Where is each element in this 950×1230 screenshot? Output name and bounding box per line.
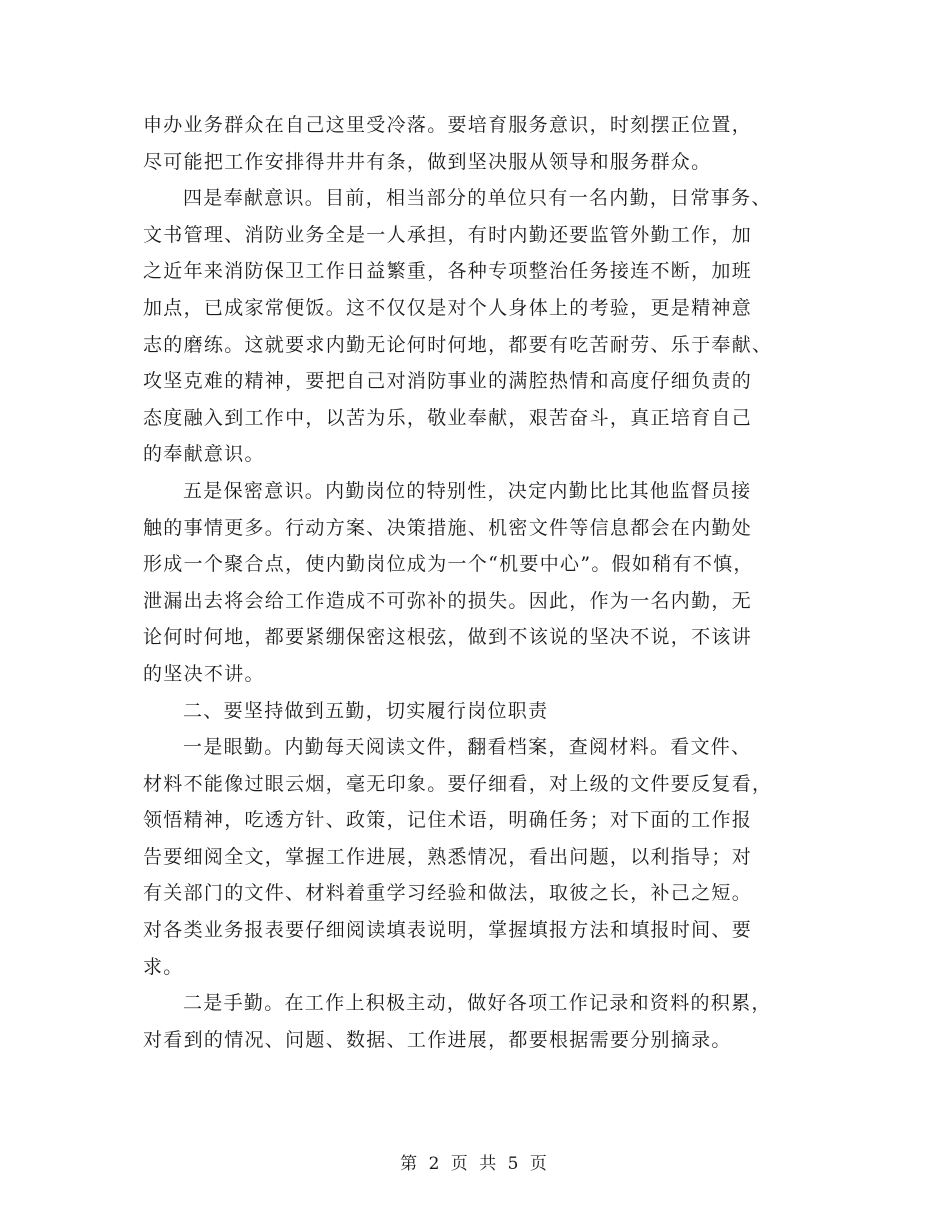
- text-line: 对各类业务报表要仔细阅读填表说明，掌握填报方法和填报时间、要: [143, 919, 753, 942]
- paragraph-start-line: 五是保密意识。内勤岗位的特别性，决定内勤比比其他监督员接: [183, 479, 752, 502]
- text-line: 志的磨练。这就要求内勤无论何时何地，都要有吃苦耐劳、乐于奉献、: [143, 333, 773, 356]
- text-line: 对看到的情况、问题、数据、工作进展，都要根据需要分别摘录。: [143, 1028, 732, 1051]
- paragraph-start-line: 一是眼勤。内勤每天阅读文件，翻看档案，查阅材料。看文件、: [183, 736, 752, 759]
- text-line: 加点，已成家常便饭。这不仅仅是对个人身体上的考验，更是精神意: [143, 296, 753, 319]
- section-heading: 二、要坚持做到五勤，切实履行岗位职责: [183, 699, 549, 722]
- text-line: 触的事情更多。行动方案、决策措施、机密文件等信息都会在内勤处: [143, 516, 753, 539]
- text-line: 有关部门的文件、材料着重学习经验和做法，取彼之长，补己之短。: [143, 882, 753, 905]
- text-line: 攻坚克难的精神，要把自己对消防事业的满腔热情和高度仔细负责的: [143, 370, 753, 393]
- paragraph-start-line: 二是手勤。在工作上积极主动，做好各项工作记录和资料的积累，: [183, 992, 772, 1015]
- text-line: 申办业务群众在自己这里受冷落。要培育服务意识，时刻摆正位置，: [143, 114, 753, 136]
- text-line: 告要细阅全文，掌握工作进展，熟悉情况，看出问题，以利指导；对: [143, 845, 753, 868]
- text-line: 文书管理、消防业务全是一人承担，有时内勤还要监管外勤工作，加: [143, 223, 753, 246]
- text-line: 的坚决不讲。: [143, 662, 265, 685]
- text-line: 领悟精神，吃透方针、政策，记住术语，明确任务；对下面的工作报: [143, 809, 753, 832]
- text-line: 的奉献意识。: [143, 443, 265, 466]
- text-line: 形成一个聚合点，使内勤岗位成为一个“机要中心”。假如稍有不慎，: [143, 553, 754, 576]
- text-line: 求。: [143, 955, 184, 978]
- text-line: 态度融入到工作中，以苦为乐，敬业奉献，艰苦奋斗，真正培育自己: [143, 406, 753, 429]
- text-line: 材料不能像过眼云烟，毫无印象。要仔细看，对上级的文件要反复看，: [143, 772, 773, 795]
- text-line: 尽可能把工作安排得井井有条，做到坚决服从领导和服务群众。: [143, 150, 712, 173]
- page-number-footer: 第 2 页 共 5 页: [400, 1154, 550, 1174]
- paragraph-start-line: 四是奉献意识。目前，相当部分的单位只有一名内勤，日常事务、: [183, 187, 772, 210]
- text-line: 泄漏出去将会给工作造成不可弥补的损失。因此，作为一名内勤，无: [143, 589, 753, 612]
- document-body: [143, 107, 813, 1058]
- text-line: 之近年来消防保卫工作日益繁重，各种专项整治任务接连不断，加班: [143, 260, 753, 283]
- text-line: 论何时何地，都要紧绷保密这根弦，做到不该说的坚决不说，不该讲: [143, 626, 753, 649]
